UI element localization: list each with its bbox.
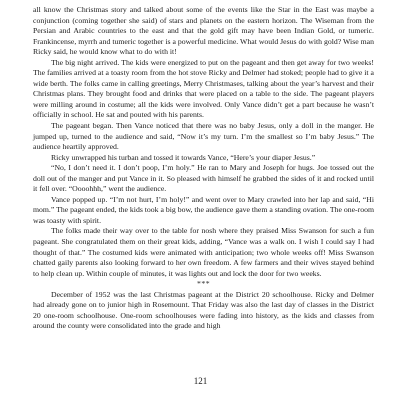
section-break: ***	[196, 279, 211, 289]
paragraph-2: The big night arrived. The kids were energized to put on the pageant and then get away for two weeks! The families arrived at a toasty room from the hot stove Ricky and Delmer had stoked; people had to give it a wide berth. The folks came in calling greetings, Merry Christmases, talking about the year’s harvest and their Christmas plans. They brought food and drinks that were placed on a table to the side. The pageant players were milling around in costume; all the kids were involved. Only Vance didn’t get a part because he wasn’t officially in school. He sat and pouted with his parents.	[33, 57, 374, 120]
paragraph-4: Ricky unwrapped his turban and tossed it towards Vance, “Here’s your diaper Jesus.”	[51, 152, 316, 162]
paragraph-1: all know the Christmas story and talked about some of the events like the Star in the East was maybe a conjunction (coming together she said) of stars and planets on the eastern horizon. The Wiseman from the Persian and Arabic countries to the east and that the gold gift may have been Indian Gold, or tumeric. Frankincense, myrrh and tumeric together is a powerful medicine. What would Jesus do with gold? Wise man Ricky said, he would know what to do with it!	[33, 5, 374, 57]
body-text	[33, 5, 374, 332]
page-number: 121	[193, 376, 208, 386]
paragraph-7: The folks made their way over to the table for nosh where they praised Miss Swanson for such a fun pageant. She congratulated them on their great kids, adding, “Vance was a walk on. I wish I could say I had thought of that.” The costumed kids were animated with anticipation; two whole weeks off! Miss Swanson chatted gaily parents also looking forward to her own freedom. A few farmers and their wives stayed behind to help clean up. Within couple of minutes, it was lights out and lock the door for two weeks.	[33, 226, 374, 278]
paragraph-5: “No, I don’t need it. I don’t poop, I’m holy.” He ran to Mary and Joseph for hugs. Joe tossed out the doll out of the manger and put Vance in it. So pleased with himself he grabbed the sides of it and rocked until it fell over. “Oooohhh,” went the audience.	[33, 163, 374, 194]
paragraph-6: Vance popped up. “I’m not hurt, I’m holy!” and went over to Mary crawled into her lap and said, “Hi mom.” The pageant ended, the kids took a big bow, the audience gave them a standing ovation. The one-room was toasty with spirit.	[33, 194, 374, 225]
paragraph-3: The pageant began. Then Vance noticed that there was no baby Jesus, only a doll in the manger. He jumped up, turned to the audience and said, “Now it’s my turn. I’m the smallest so I’m baby Jesus.” The audience heartily approved.	[33, 121, 374, 152]
paragraph-8: December of 1952 was the last Christmas pageant at the District 20 schoolhouse. Ricky and Delmer had already gone on to junior high in Rosemount. That Friday was also the last day of classes in the District 20 one-room schoolhouse. One-room schoolhouses were fading into history, as the kids and classes from around the county were consolidated into the grade and high	[33, 289, 374, 331]
